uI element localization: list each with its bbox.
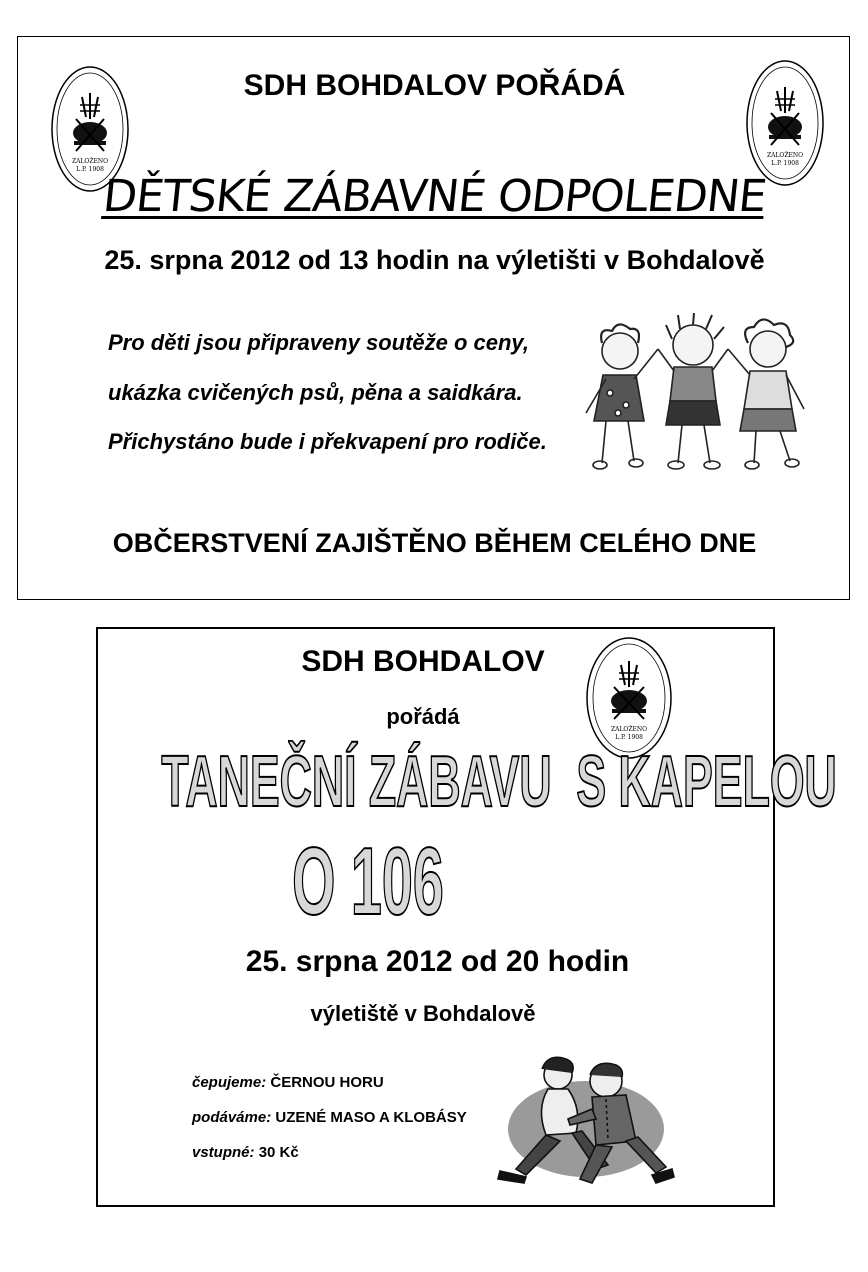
poster1-date-line: 25. srpna 2012 od 13 hodin na výletišti v Bohdalově [104, 245, 765, 275]
dancing-children-illustration [578, 313, 808, 473]
poster2-organizer: SDH BOHDALOV [301, 645, 545, 678]
svg-text:ZALOŽENO: ZALOŽENO [610, 726, 648, 733]
detail-row-food [192, 1109, 467, 1126]
detail-label: podáváme: [192, 1109, 272, 1126]
program-line-2: ukázka cvičených psů, pěna a saidkára. [108, 380, 523, 405]
poster2-band-name: O 106 [292, 828, 444, 935]
detail-row-entry [192, 1144, 467, 1161]
svg-text:ZALOŽENO: ZALOŽENO [71, 158, 109, 165]
poster2-event-title: TANEČNÍ ZÁBAVU S KAPELOU [161, 742, 837, 822]
poster2-venue: výletiště v Bohdalově [310, 1001, 536, 1026]
svg-text:ZALOŽENO: ZALOŽENO [766, 152, 804, 159]
poster1-heading: SDH BOHDALOV POŘÁDÁ [243, 69, 626, 102]
poster-childrens-afternoon [17, 36, 850, 600]
detail-value: ČERNOU HORU [270, 1074, 384, 1091]
detail-value: UZENÉ MASO A KLOBÁSY [275, 1109, 467, 1126]
svg-text:L.P. 1908: L.P. 1908 [76, 166, 104, 173]
detail-label: čepujeme: [192, 1074, 267, 1091]
detail-value: 30 Kč [258, 1144, 299, 1161]
poster2-details [192, 1074, 467, 1179]
program-line-1: Pro děti jsou připraveny soutěže o ceny, [108, 330, 529, 355]
poster2-date-line: 25. srpna 2012 od 20 hodin [245, 945, 630, 978]
poster1-title: DĚTSKÉ ZÁBAVNÉ ODPOLEDNE [100, 171, 769, 222]
detail-row-drinks [192, 1074, 467, 1091]
program-line-3: Přichystáno bude i překvapení pro rodiče. [108, 429, 547, 454]
poster1-refreshments: OBČERSTVENÍ ZAJIŠTĚNO BĚHEM CELÉHO DNE [112, 528, 757, 558]
dancing-couple-illustration [496, 1049, 676, 1187]
poster2-organizes: pořádá [386, 704, 460, 729]
detail-label: vstupné: [192, 1144, 255, 1161]
svg-text:L.P. 1908: L.P. 1908 [615, 734, 643, 741]
svg-text:L.P. 1908: L.P. 1908 [771, 160, 799, 167]
poster-dance-party [96, 627, 837, 1207]
